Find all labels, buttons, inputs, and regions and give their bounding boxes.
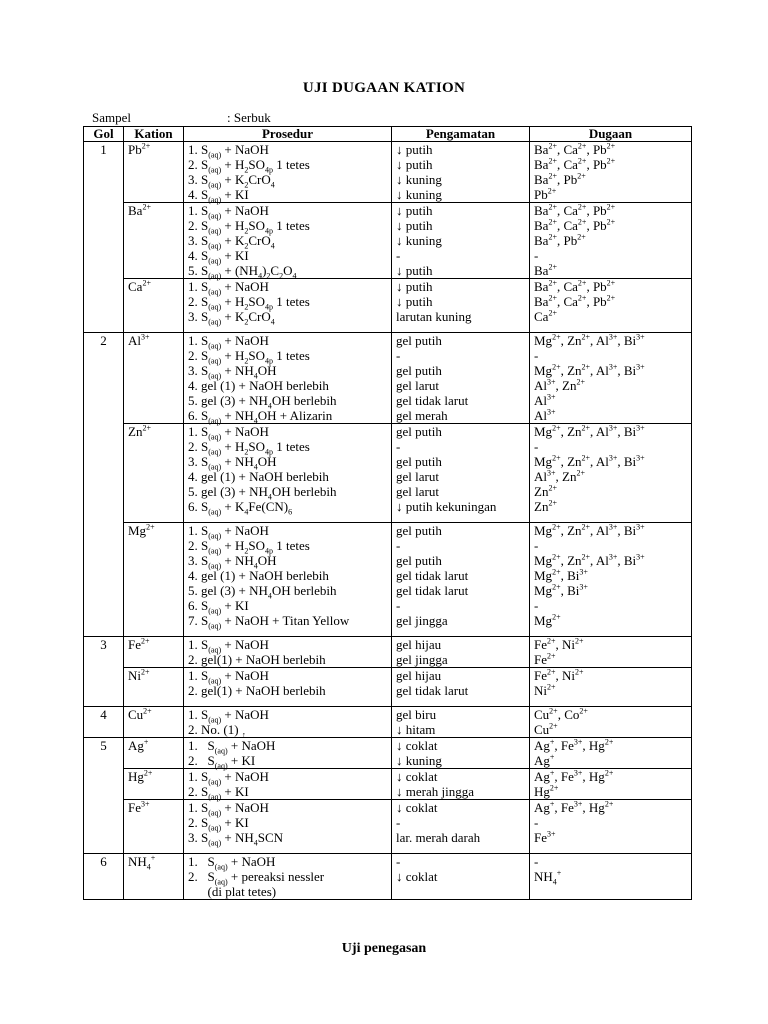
gol-cell: [84, 668, 124, 707]
gol-cell: 5: [84, 738, 124, 769]
prosedur-step: 6. $S_{(aq)} + K_4Fe(CN)_6$: [188, 499, 293, 517]
prosedur-step: 4. gel (1) + NaOH berlebih: [188, 469, 329, 484]
dugaan-cell: [530, 523, 692, 637]
prosedur-step: 3. $S_{(aq)} + K_2CrO_4$: [188, 172, 275, 190]
pengamatan-value: lar. merah darah: [396, 830, 481, 845]
pengamatan-value: gel jingga: [396, 652, 448, 667]
prosedur-step: 1. $S_{(aq)}$ + NaOH: [188, 203, 269, 221]
kation-cell: $Hg^{2+}$: [124, 769, 184, 800]
pengamatan-cell: [392, 203, 530, 279]
dugaan-value: $Zn^{2+}$: [534, 483, 557, 499]
gol-cell: 1: [84, 142, 124, 203]
prosedur-step: 2. $S_{(aq)} + H_2SO_{4p}$ 1 tetes: [188, 348, 310, 366]
dugaan-value: $Ba^{2+}$, $Ca^{2+}$, $Pb^{2+}$: [534, 293, 616, 309]
prosedur-step: 6. $S_{(aq)} + NH_4OH$ + Alizarin: [188, 408, 333, 426]
header-pengamatan: Pengamatan: [392, 127, 530, 142]
dugaan-value: $Al^{3+}$, $Zn^{2+}$: [534, 377, 585, 393]
dugaan-value: $Al^{3+}$: [534, 407, 556, 423]
prosedur-cell: [184, 707, 392, 738]
sample-line: [92, 110, 271, 126]
pengamatan-value: gel biru: [396, 707, 437, 722]
dugaan-value: $Mg^{2+}$, $Zn^{2+}$, $Al^{3+}$, $Bi^{3+}$: [534, 522, 645, 538]
gol-cell: [84, 769, 124, 800]
table-row: [84, 279, 692, 333]
prosedur-cell: [184, 854, 392, 900]
prosedur-step: 1. $S_{(aq)}$ + NaOH: [188, 707, 269, 725]
kation-cell: $Mg^{2+}$: [124, 523, 184, 637]
kation-cell: $Ni^{2+}$: [124, 668, 184, 707]
pengamatan-value: -: [396, 248, 401, 263]
pengamatan-value: gel putih: [396, 333, 442, 348]
kation-cell: $Ba^{2+}$: [124, 203, 184, 279]
pengamatan-cell: [392, 800, 530, 854]
kation-cell: $Fe^{2+}$: [124, 637, 184, 668]
header-dugaan: Dugaan: [530, 127, 692, 142]
prosedur-step: 2. $S_{(aq)}$ + KI: [188, 784, 249, 802]
pengamatan-value: gel jingga: [396, 613, 448, 628]
prosedur-step: 5. gel $(3) + NH_4OH$ berlebih: [188, 484, 337, 502]
dugaan-value: -: [534, 598, 539, 613]
gol-cell: 4: [84, 707, 124, 738]
gol-cell: 2: [84, 333, 124, 424]
dugaan-cell: [530, 769, 692, 800]
pengamatan-value: ↓ coklat: [396, 869, 438, 884]
prosedur-step: 1. $S_{(aq)}$ + NaOH: [188, 738, 276, 756]
pengamatan-value: ↓ putih: [396, 203, 433, 218]
dugaan-value: $Ba^{2+}$: [534, 262, 557, 278]
pengamatan-value: ↓ putih: [396, 157, 433, 172]
dugaan-value: -: [534, 248, 539, 263]
dugaan-cell: [530, 279, 692, 333]
prosedur-step: 2. $S_{(aq)} + H_2SO_{4p}$ 1 tetes: [188, 294, 310, 312]
dugaan-value: $Ba^{2+}$, $Ca^{2+}$, $Pb^{2+}$: [534, 278, 616, 294]
table-row: [84, 424, 692, 523]
pengamatan-value: gel merah: [396, 408, 448, 423]
pengamatan-value: gel tidak larut: [396, 568, 469, 583]
pengamatan-value: -: [396, 598, 401, 613]
prosedur-step: 1. $S_{(aq)}$ + NaOH: [188, 668, 269, 686]
dugaan-cell: [530, 424, 692, 523]
table-row: [84, 738, 692, 769]
pengamatan-value: larutan kuning: [396, 309, 472, 324]
kation-cell: $Al^{3+}$: [124, 333, 184, 424]
prosedur-step: 1. $S_{(aq)}$ + NaOH: [188, 800, 269, 818]
cation-table: [83, 126, 692, 900]
pengamatan-value: ↓ kuning: [396, 172, 442, 187]
kation-cell: $Fe^{3+}$: [124, 800, 184, 854]
gol-cell: [84, 203, 124, 279]
pengamatan-value: ↓ hitam: [396, 722, 436, 737]
prosedur-step: 2. $S_{(aq)}$ + pereaksi nessler: [188, 869, 325, 887]
pengamatan-value: gel hijau: [396, 637, 442, 652]
table-row: [84, 769, 692, 800]
gol-cell: 6: [84, 854, 124, 900]
prosedur-step: 5. gel $(3) + NH_4OH$ berlebih: [188, 583, 337, 601]
dugaan-value: $Ca^{2+}$: [534, 308, 557, 324]
dugaan-value: Ag+: [534, 752, 555, 768]
pengamatan-cell: [392, 707, 530, 738]
prosedur-cell: [184, 203, 392, 279]
pengamatan-value: ↓ putih: [396, 142, 433, 157]
kation-cell: $Ca^{2+}$: [124, 279, 184, 333]
pengamatan-value: ↓ kuning: [396, 233, 442, 248]
dugaan-value: $Fe^{2+}$: [534, 651, 556, 667]
dugaan-value: Ag+, $Fe^{3+}$, $Hg^{2+}$: [534, 737, 614, 753]
dugaan-value: $Mg^{2+}$, $Zn^{2+}$, $Al^{3+}$, $Bi^{3+}$: [534, 362, 645, 378]
pengamatan-value: -: [396, 348, 401, 363]
pengamatan-cell: [392, 854, 530, 900]
prosedur-step: 3. $S_{(aq)} + NH_4OH$: [188, 553, 277, 571]
table-row: [84, 523, 692, 637]
dugaan-value: $Fe^{3+}$: [534, 829, 556, 845]
dugaan-value: $Mg^{2+}$, $Bi^{3+}$: [534, 567, 588, 583]
dugaan-value: $Ba^{2+}$, $Ca^{2+}$, $Pb^{2+}$: [534, 156, 616, 172]
gol-cell: [84, 424, 124, 523]
pengamatan-cell: [392, 637, 530, 668]
dugaan-value: $Ba^{2+}$, $Ca^{2+}$, $Pb^{2+}$: [534, 141, 616, 157]
prosedur-step: 2. $S_{(aq)} + H_2SO_{4p}$ 1 tetes: [188, 538, 310, 556]
pengamatan-cell: [392, 279, 530, 333]
prosedur-step: 1. $S_{(aq)}$ + NaOH: [188, 637, 269, 655]
pengamatan-value: gel tidak larut: [396, 683, 469, 698]
prosedur-step: 3. $S_{(aq)} + NH_4SCN$: [188, 830, 284, 848]
dugaan-cell: [530, 333, 692, 424]
dugaan-value: $Al^{3+}$, $Zn^{2+}$: [534, 468, 585, 484]
pengamatan-cell: [392, 769, 530, 800]
dugaan-value: $Hg^{2+}$: [534, 783, 559, 799]
pengamatan-cell: [392, 738, 530, 769]
pengamatan-value: gel putih: [396, 523, 442, 538]
table-body: [84, 142, 692, 900]
dugaan-cell: [530, 142, 692, 203]
pengamatan-value: gel putih: [396, 363, 442, 378]
dugaan-value: $Ba^{2+}$, $Pb^{2+}$: [534, 171, 586, 187]
kation-cell: $NH_4^+$: [124, 854, 184, 900]
table-row: [84, 800, 692, 854]
pengamatan-value: ↓ coklat: [396, 738, 438, 753]
dugaan-cell: [530, 203, 692, 279]
prosedur-step: 2. $S_{(aq)} + H_2SO_{4p}$ 1 tetes: [188, 218, 310, 236]
prosedur-step: 3. $S_{(aq)} + K_2CrO_4$: [188, 233, 275, 251]
prosedur-step: 6. $S_{(aq)}$ + KI: [188, 598, 249, 616]
prosedur-step: 7. $S_{(aq)}$ + NaOH + Titan Yellow: [188, 613, 350, 631]
pengamatan-value: gel hijau: [396, 668, 442, 683]
prosedur-step: 3. $S_{(aq)} + NH_4OH$: [188, 363, 277, 381]
prosedur-step: 4. $S_{(aq)}$ + KI: [188, 187, 249, 205]
prosedur-step: 2. $S_{(aq)}$ + KI: [188, 753, 256, 771]
dugaan-value: $Fe^{2+}$, $Ni^{2+}$: [534, 636, 584, 652]
pengamatan-value: -: [396, 538, 401, 553]
pengamatan-value: ↓ putih: [396, 263, 433, 278]
table-row: [84, 333, 692, 424]
pengamatan-value: ↓ coklat: [396, 800, 438, 815]
pengamatan-value: gel larut: [396, 484, 439, 499]
dugaan-value: Ag+, $Fe^{3+}$, $Hg^{2+}$: [534, 799, 614, 815]
dugaan-cell: [530, 668, 692, 707]
prosedur-step: (di plat tetes): [188, 884, 277, 899]
dugaan-value: $Mg^{2+}$, $Zn^{2+}$, $Al^{3+}$, $Bi^{3+}$: [534, 332, 645, 348]
dugaan-value: $Ba^{2+}$, $Pb^{2+}$: [534, 232, 586, 248]
prosedur-step: 2. $S_{(aq)}$ + KI: [188, 815, 249, 833]
pengamatan-cell: [392, 333, 530, 424]
table-row: [84, 707, 692, 738]
dugaan-value: $Ba^{2+}$, $Ca^{2+}$, $Pb^{2+}$: [534, 202, 616, 218]
prosedur-cell: [184, 333, 392, 424]
dugaan-value: $Cu^{2+}$: [534, 721, 558, 737]
pengamatan-value: gel larut: [396, 378, 439, 393]
dugaan-value: -: [534, 538, 539, 553]
pengamatan-value: ↓ putih: [396, 218, 433, 233]
dugaan-value: -: [534, 348, 539, 363]
dugaan-value: $Zn^{2+}$: [534, 498, 557, 514]
pengamatan-value: -: [396, 439, 401, 454]
pengamatan-value: gel putih: [396, 424, 442, 439]
pengamatan-value: [396, 884, 525, 899]
table-header-row: [84, 127, 692, 142]
gol-cell: [84, 279, 124, 333]
table-row: [84, 668, 692, 707]
dugaan-value: $NH_4^+$: [534, 868, 562, 887]
prosedur-cell: [184, 668, 392, 707]
prosedur-step: 2. $S_{(aq)} + H_2SO_{4p}$ 1 tetes: [188, 157, 310, 175]
pengamatan-value: ↓ coklat: [396, 769, 438, 784]
sample-label: Sampel: [92, 110, 131, 125]
pengamatan-value: gel putih: [396, 553, 442, 568]
dugaan-value: Ag+, $Fe^{3+}$, $Hg^{2+}$: [534, 768, 614, 784]
pengamatan-cell: [392, 523, 530, 637]
pengamatan-value: ↓ putih kekuningan: [396, 499, 497, 514]
prosedur-cell: [184, 637, 392, 668]
prosedur-step: 2. $S_{(aq)} + H_2SO_{4p}$ 1 tetes: [188, 439, 310, 457]
table-row: [84, 637, 692, 668]
dugaan-value: $Cu^{2+}$, $Co^{2+}$: [534, 706, 588, 722]
sample-value: : Serbuk: [227, 110, 271, 125]
pengamatan-value: gel putih: [396, 454, 442, 469]
dugaan-value: $Ba^{2+}$, $Ca^{2+}$, $Pb^{2+}$: [534, 217, 616, 233]
dugaan-cell: [530, 637, 692, 668]
gol-cell: 3: [84, 637, 124, 668]
dugaan-cell: [530, 707, 692, 738]
prosedur-step: 1. $S_{(aq)}$ + NaOH: [188, 424, 269, 442]
prosedur-step: 1. $S_{(aq)}$ + NaOH: [188, 854, 276, 872]
pengamatan-value: -: [396, 815, 401, 830]
pengamatan-value: ↓ putih: [396, 294, 433, 309]
header-kation: Kation: [124, 127, 184, 142]
dugaan-value: -: [534, 439, 539, 454]
pengamatan-cell: [392, 668, 530, 707]
prosedur-step: 1. $S_{(aq)}$ + NaOH: [188, 333, 269, 351]
prosedur-cell: [184, 738, 392, 769]
dugaan-value: $Mg^{2+}$, $Bi^{3+}$: [534, 582, 588, 598]
pengamatan-cell: [392, 142, 530, 203]
dugaan-value: $Ni^{2+}$: [534, 682, 556, 698]
pengamatan-value: gel larut: [396, 469, 439, 484]
dugaan-value: $Mg^{2+}$, $Zn^{2+}$, $Al^{3+}$, $Bi^{3+}$: [534, 552, 645, 568]
prosedur-step: 3. $S_{(aq)} + K_2CrO_4$: [188, 309, 275, 327]
table-row: [84, 854, 692, 900]
kation-cell: $Pb^{2+}$: [124, 142, 184, 203]
prosedur-step: 1. $S_{(aq)}$ + NaOH: [188, 279, 269, 297]
prosedur-step: 4. gel (1) + NaOH berlebih: [188, 378, 329, 393]
pengamatan-value: gel tidak larut: [396, 583, 469, 598]
prosedur-step: 5. gel $(3) + NH_4OH$ berlebih: [188, 393, 337, 411]
header-prosedur: Prosedur: [184, 127, 392, 142]
dugaan-value: -: [534, 815, 539, 830]
dugaan-cell: [530, 854, 692, 900]
table-row: [84, 203, 692, 279]
prosedur-cell: [184, 769, 392, 800]
kation-cell: $Zn^{2+}$: [124, 424, 184, 523]
prosedur-step: 4. gel (1) + NaOH berlebih: [188, 568, 329, 583]
pengamatan-value: -: [396, 854, 401, 869]
pengamatan-value: ↓ kuning: [396, 187, 442, 202]
table-row: [84, 142, 692, 203]
dugaan-value: $Mg^{2+}$, $Zn^{2+}$, $Al^{3+}$, $Bi^{3+}$: [534, 423, 645, 439]
prosedur-step: 4. $S_{(aq)}$ + KI: [188, 248, 249, 266]
prosedur-cell: [184, 279, 392, 333]
dugaan-value: $Mg^{2+}$: [534, 612, 561, 628]
prosedur-step: 1. $S_{(aq)}$ + NaOH: [188, 769, 269, 787]
page-title: UJI DUGAAN KATION: [302, 80, 466, 96]
prosedur-step: 2. gel(1) + NaOH berlebih: [188, 652, 326, 667]
pengamatan-value: gel tidak larut: [396, 393, 469, 408]
prosedur-step: 2. gel(1) + NaOH berlebih: [188, 683, 326, 698]
prosedur-cell: [184, 424, 392, 523]
prosedur-step: 1. $S_{(aq)}$ + NaOH: [188, 523, 269, 541]
dugaan-value: $Mg^{2+}$, $Zn^{2+}$, $Al^{3+}$, $Bi^{3+}$: [534, 453, 645, 469]
kation-cell: $Cu^{2+}$: [124, 707, 184, 738]
dugaan-value: $Al^{3+}$: [534, 392, 556, 408]
prosedur-cell: [184, 800, 392, 854]
header-gol: Gol: [84, 127, 124, 142]
pengamatan-value: ↓ merah jingga: [396, 784, 474, 799]
prosedur-step: 2. No. (1) $_↑$: [188, 722, 246, 740]
section-subtitle: Uji penegasan: [341, 941, 427, 956]
prosedur-step: 5. $S_{(aq)} + (NH_4)_2C_2O_4$: [188, 263, 297, 281]
pengamatan-cell: [392, 424, 530, 523]
prosedur-cell: [184, 523, 392, 637]
kation-cell: Ag+: [124, 738, 184, 769]
dugaan-value: $Fe^{2+}$, $Ni^{2+}$: [534, 667, 584, 683]
dugaan-value: $Pb^{2+}$: [534, 186, 557, 202]
dugaan-value: -: [534, 854, 539, 869]
pengamatan-value: ↓ kuning: [396, 753, 442, 768]
prosedur-step: 3. $S_{(aq)} + NH_4OH$: [188, 454, 277, 472]
dugaan-cell: [530, 738, 692, 769]
dugaan-cell: [530, 800, 692, 854]
gol-cell: [84, 523, 124, 637]
pengamatan-value: ↓ putih: [396, 279, 433, 294]
gol-cell: [84, 800, 124, 854]
prosedur-cell: [184, 142, 392, 203]
prosedur-step: 1. $S_{(aq)}$ + NaOH: [188, 142, 269, 160]
